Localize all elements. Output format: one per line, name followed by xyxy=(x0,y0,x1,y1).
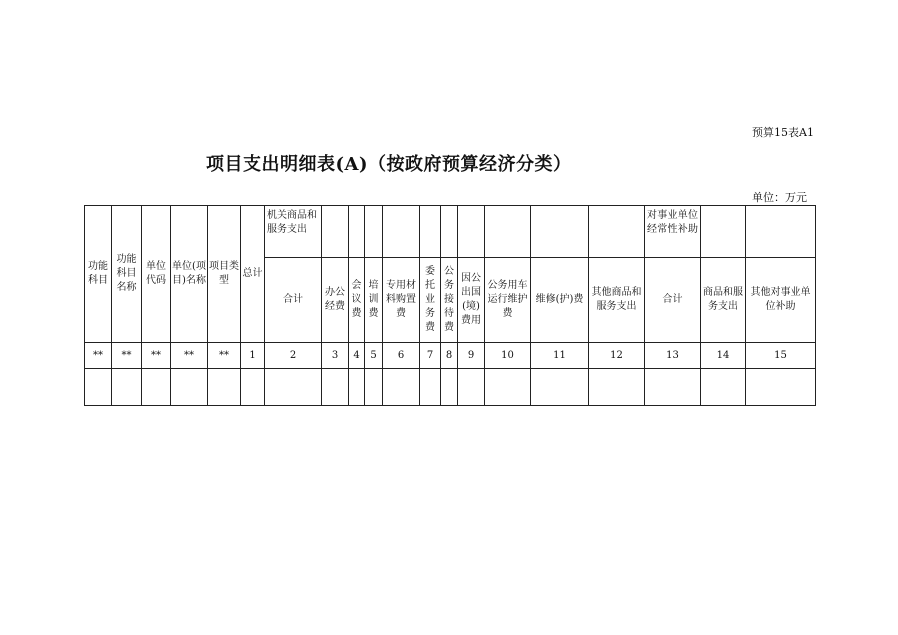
code-cell: 11 xyxy=(531,343,589,369)
code-cell: 14 xyxy=(701,343,746,369)
header-unit-name: 单位(项目)名称 xyxy=(171,206,208,343)
header-vehicle: 公务用车运行维护费 xyxy=(485,258,531,343)
budget-table xyxy=(84,205,816,406)
code-cell: 8 xyxy=(441,343,458,369)
page-title: 项目支出明细表(A)（按政府预算经济分类） xyxy=(206,154,572,175)
header-other-subsidy: 其他对事业单位补助 xyxy=(746,258,816,343)
header-group-spacer xyxy=(365,206,383,258)
header-group-spacer xyxy=(701,206,746,258)
header-unit-code: 单位代码 xyxy=(142,206,171,343)
code-cell: 10 xyxy=(485,343,531,369)
code-cell: 2 xyxy=(265,343,322,369)
code-cell: ** xyxy=(208,343,241,369)
data-cell xyxy=(441,369,458,406)
data-cell xyxy=(420,369,441,406)
header-other-goods: 其他商品和服务支出 xyxy=(589,258,645,343)
data-cell xyxy=(85,369,112,406)
code-row xyxy=(85,343,816,369)
header-abroad: 因公出国(境)费用 xyxy=(458,258,485,343)
data-cell xyxy=(241,369,265,406)
header-group-govt-goods: 机关商品和服务支出 xyxy=(265,206,322,258)
code-cell: 13 xyxy=(645,343,701,369)
code-cell: 5 xyxy=(365,343,383,369)
header-group-spacer xyxy=(485,206,531,258)
data-cell xyxy=(383,369,420,406)
unit-label: 单位：万元 xyxy=(752,191,807,204)
data-row-empty xyxy=(85,369,816,406)
data-cell xyxy=(208,369,241,406)
code-cell: ** xyxy=(142,343,171,369)
header-group-spacer xyxy=(746,206,816,258)
code-cell: ** xyxy=(112,343,142,369)
header-group-spacer xyxy=(589,206,645,258)
header-group-spacer xyxy=(349,206,365,258)
data-cell xyxy=(171,369,208,406)
header-reception xyxy=(441,258,458,343)
header-govt-goods-total: 合计 xyxy=(265,258,322,343)
header-training-label: 培训费 xyxy=(368,280,379,319)
header-meeting xyxy=(349,258,365,343)
data-cell xyxy=(322,369,349,406)
code-cell: 12 xyxy=(589,343,645,369)
code-cell: 1 xyxy=(241,343,265,369)
code-cell: 9 xyxy=(458,343,485,369)
code-cell: 15 xyxy=(746,343,816,369)
header-group-spacer xyxy=(383,206,420,258)
header-meeting-label: 会议费 xyxy=(351,280,362,319)
data-cell xyxy=(701,369,746,406)
code-cell: 6 xyxy=(383,343,420,369)
header-project-type: 项目类型 xyxy=(208,206,241,343)
header-total: 总计 xyxy=(241,206,265,343)
data-cell xyxy=(142,369,171,406)
data-cell xyxy=(645,369,701,406)
header-group-spacer xyxy=(458,206,485,258)
data-cell xyxy=(458,369,485,406)
header-subsidy-total: 合计 xyxy=(645,258,701,343)
form-id: 预算15表A1 xyxy=(752,126,814,139)
header-goods-services: 商品和服务支出 xyxy=(701,258,746,343)
data-cell xyxy=(531,369,589,406)
data-cell xyxy=(746,369,816,406)
header-reception-label: 公务接待费 xyxy=(444,266,454,333)
header-maintenance: 维修(护)费 xyxy=(531,258,589,343)
data-cell xyxy=(112,369,142,406)
header-func-code: 功能科目 xyxy=(85,206,112,343)
header-training xyxy=(365,258,383,343)
data-cell xyxy=(349,369,365,406)
header-group-spacer xyxy=(322,206,349,258)
header-group-subsidy: 对事业单位经常性补助 xyxy=(645,206,701,258)
data-cell xyxy=(265,369,322,406)
code-cell: 7 xyxy=(420,343,441,369)
header-group-spacer xyxy=(441,206,458,258)
data-cell xyxy=(365,369,383,406)
header-office: 办公经费 xyxy=(322,258,349,343)
header-func-name: 功能科目名称 xyxy=(112,206,142,343)
header-materials: 专用材料购置费 xyxy=(383,258,420,343)
code-cell: 4 xyxy=(349,343,365,369)
header-row-1 xyxy=(85,206,816,258)
code-cell: ** xyxy=(171,343,208,369)
data-cell xyxy=(589,369,645,406)
code-cell: 3 xyxy=(322,343,349,369)
header-group-spacer xyxy=(420,206,441,258)
header-commission: 委托业务费 xyxy=(420,258,441,343)
data-cell xyxy=(485,369,531,406)
header-group-spacer xyxy=(531,206,589,258)
code-cell: ** xyxy=(85,343,112,369)
